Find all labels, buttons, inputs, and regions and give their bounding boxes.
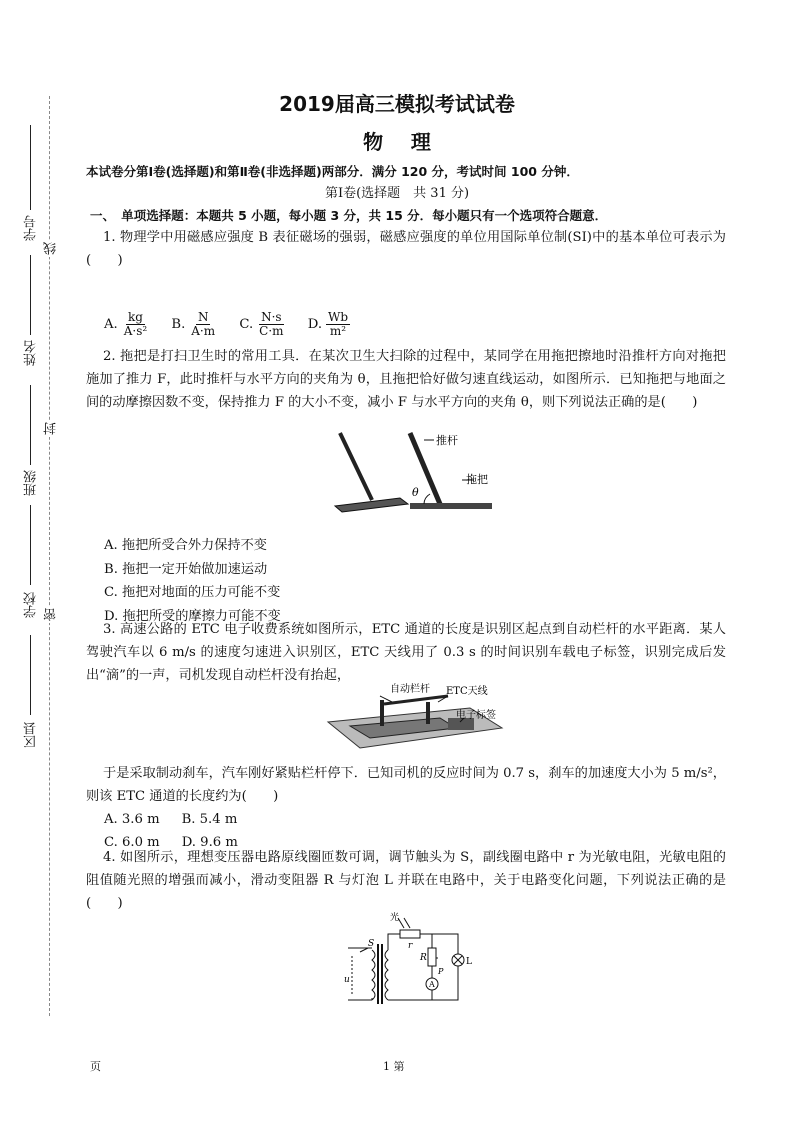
page-title: 2019届高三模拟考试试卷	[279, 92, 515, 116]
question-2-options	[104, 534, 281, 628]
side-line	[30, 635, 31, 715]
label-mop: 拖把	[466, 473, 488, 486]
label-big-r: R	[420, 953, 427, 963]
question-3-stem: 3. 高速公路的 ETC 电子收费系统如图所示，ETC 通道的长度是识别区起点到自动栏杆的水平距离．某人驾驶汽车以 6 m/s 的速度匀速进入识别区，ETC 天线用了 0.3 s 的时间识别车载电子标签，识别完成后发出“滴”的一声，司机发现自动栏杆没有抬起，	[86, 622, 726, 683]
side-line	[30, 505, 31, 585]
exam-intro: 本试卷分第Ⅰ卷(选择题)和第Ⅱ卷(非选择题)两部分．满分 120 分，考试时间 100 分钟．	[86, 164, 579, 179]
mop-figure	[330, 428, 500, 518]
option-c: C. 拖把对地面的压力可能不变	[104, 585, 281, 600]
option-b: B. 拖把一定开始做加速运动	[104, 561, 268, 577]
question-2-stem: 2. 拖把是打扫卫生时的常用工具．在某次卫生大扫除的过程中，某同学在用拖把擦地时沿推杆方向对拖把施加了推力 F，此时推杆与水平方向的夹角为 θ，且拖把恰好做匀速直线运动，如图所示．已知拖把与地面之间的动摩擦因数不变，保持推力 F 的大小不变，减小 F 与水平方向的夹角 θ，则下列说法正确的是( )	[86, 349, 726, 410]
option-c: C. $\frac{N\cdot s}{C\cdot m}$	[239, 310, 284, 338]
side-label-school: 学校	[24, 592, 39, 618]
label-s: S	[368, 939, 375, 949]
side-label-student-id: 学号	[24, 215, 39, 241]
side-label-class: 班级	[24, 470, 39, 496]
seal-mark-seal: 封	[44, 422, 59, 435]
seal-mark-secret: 密	[44, 608, 59, 621]
side-label-district: 区县	[24, 722, 39, 748]
question-1-stem: 1. 物理学中用磁感应强度 B 表征磁场的强弱，磁感应强度的单位用国际单位制(SI)中的基本单位可表示为( )	[86, 230, 726, 268]
label-antenna: ETC天线	[446, 686, 488, 697]
label-p: P	[438, 967, 444, 976]
label-barrier: 自动栏杆	[390, 684, 430, 695]
option-b: B. $\frac{N}{A\cdot m}$	[171, 310, 216, 338]
label-r: r	[408, 941, 413, 951]
label-tag: 电子标签	[456, 710, 496, 721]
label-lamp: L	[466, 957, 472, 967]
option-d: D. 拖把所受的摩擦力可能不变	[104, 608, 281, 624]
section-heading: 第Ⅰ卷(选择题 共 31 分)	[324, 186, 470, 201]
seal-mark-line: 线	[44, 242, 59, 255]
side-line	[30, 255, 31, 335]
option-d: D. $\frac{Wb}{\text{m²}}$	[307, 310, 349, 338]
transformer-circuit-figure	[338, 908, 478, 1008]
side-label-name: 姓名	[24, 340, 39, 366]
footer-left: 页	[90, 1060, 101, 1073]
option-a: A. 拖把所受合外力保持不变	[104, 538, 267, 553]
label-theta: θ	[412, 486, 419, 499]
option-a: A. 3.6 m	[104, 812, 160, 827]
part-heading: 一、 单项选择题：本题共 5 小题，每小题 3 分，共 15 分．每小题只有一个选项符合题意．	[90, 208, 608, 223]
side-line	[30, 385, 31, 465]
option-c: C. 6.0 m	[104, 835, 160, 850]
label-light: 光	[390, 913, 400, 923]
label-u: u	[344, 975, 350, 985]
label-ammeter: A	[429, 980, 435, 989]
subject-title: 物 理	[363, 130, 431, 154]
option-a: A. $\frac{kg}{\text{A·s²}}$	[104, 310, 148, 338]
option-d: D. 9.6 m	[181, 835, 238, 850]
option-b: B. 5.4 m	[181, 812, 238, 827]
question-3-stem-continued: 于是采取制动刹车，汽车刚好紧贴栏杆停下．已知司机的反应时间为 0.7 s，刹车的加速度大小为 5 m/s²，则该 ETC 通道的长度约为( )	[86, 766, 726, 804]
page-number: 1 第	[383, 1060, 405, 1073]
binding-dotted-line	[49, 96, 50, 1016]
etc-figure	[320, 682, 510, 754]
question-4-stem: 4. 如图所示，理想变压器电路原线圈匝数可调，调节触头为 S，副线圈电路中 r 为光敏电阻，光敏电阻的阻值随光照的增强而减小，滑动变阻器 R 与灯泡 L 并联在电路中，关于电路变化问题，下列说法正确的是( )	[86, 850, 726, 911]
question-1-options	[104, 311, 354, 338]
label-rod: 推杆	[436, 434, 458, 447]
